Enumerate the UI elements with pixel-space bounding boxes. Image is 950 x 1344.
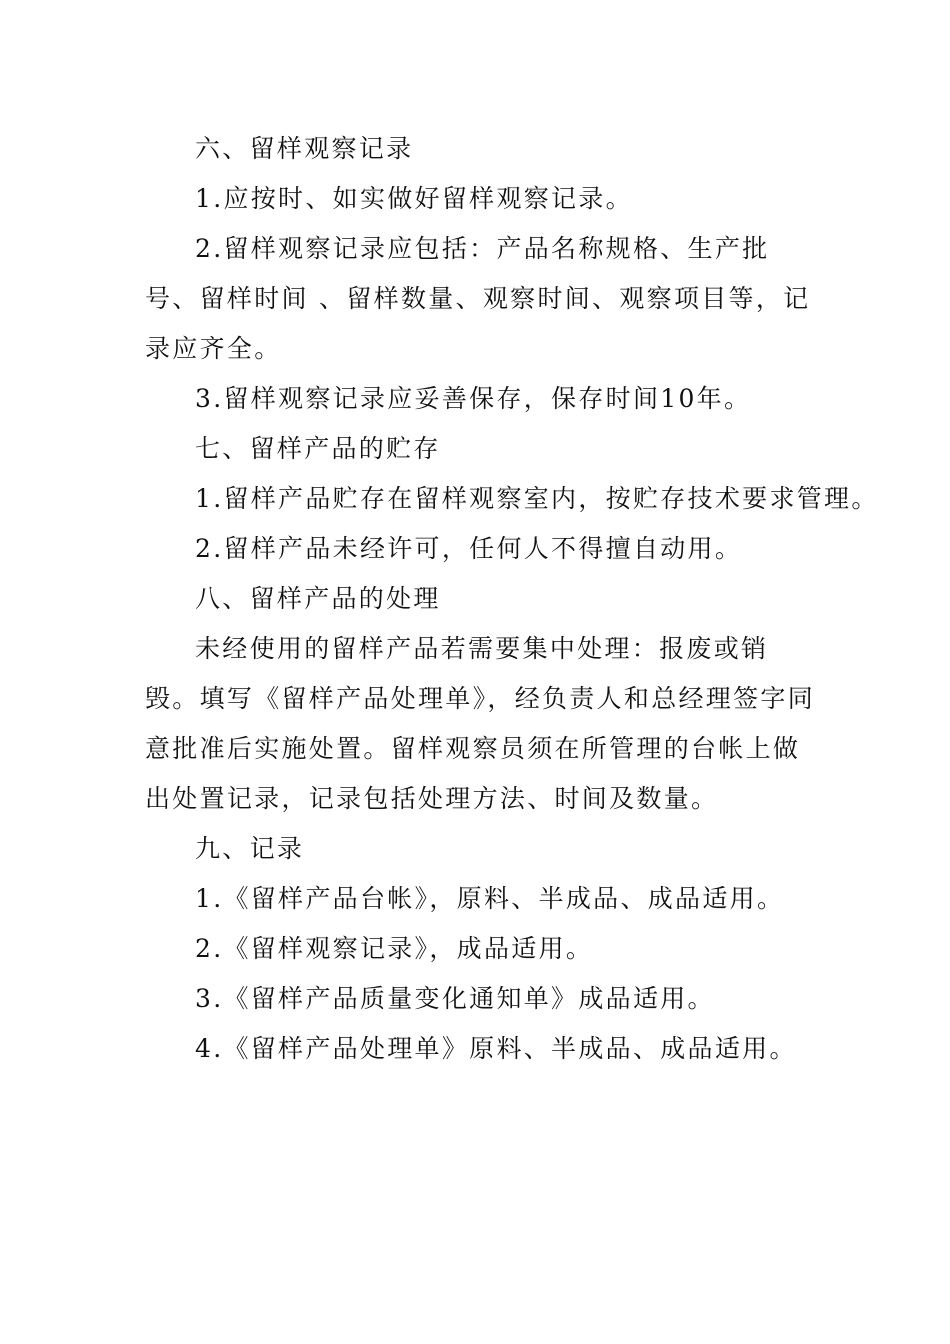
- section-6-item-2: 2.留样观察记录应包括：产品名称规格、生产批号、留样时间 、留样数量、观察时间、观察项目等，记录应齐全。: [145, 234, 811, 363]
- section-heading-6: 六、留样观察记录: [195, 134, 414, 163]
- section-9-item-2: 2.《留样观察记录》，成品适用。: [195, 934, 594, 963]
- section-9-item-3: 3.《留样产品质量变化通知单》成品适用。: [195, 984, 715, 1013]
- section-8-paragraph: 未经使用的留样产品若需要集中处理：报废或销毁。填写《留样产品处理单》，经负责人和总经理签字同意批准后实施处置。留样观察员须在所管理的台帐上做出处置记录，记录包括处理方法、时间及数量。: [145, 634, 816, 813]
- section-7-item-2: 2.留样产品未经许可，任何人不得擅自动用。: [195, 534, 743, 563]
- section-6-item-1: 1.应按时、如实做好留样观察记录。: [195, 184, 633, 213]
- section-heading-9: 九、记录: [195, 834, 305, 863]
- section-heading-8: 八、留样产品的处理: [195, 584, 441, 613]
- section-7-item-1: 1.留样产品贮存在留样观察室内，按贮存技术要求管理。: [195, 484, 879, 513]
- section-9-item-1: 1.《留样产品台帐》，原料、半成品、成品适用。: [195, 884, 785, 913]
- section-heading-7: 七、留样产品的贮存: [195, 434, 441, 463]
- section-6-item-3: 3.留样观察记录应妥善保存，保存时间10年。: [195, 384, 752, 413]
- section-9-item-4: 4.《留样产品处理单》原料、半成品、成品适用。: [195, 1034, 797, 1063]
- document-body: [145, 124, 879, 1074]
